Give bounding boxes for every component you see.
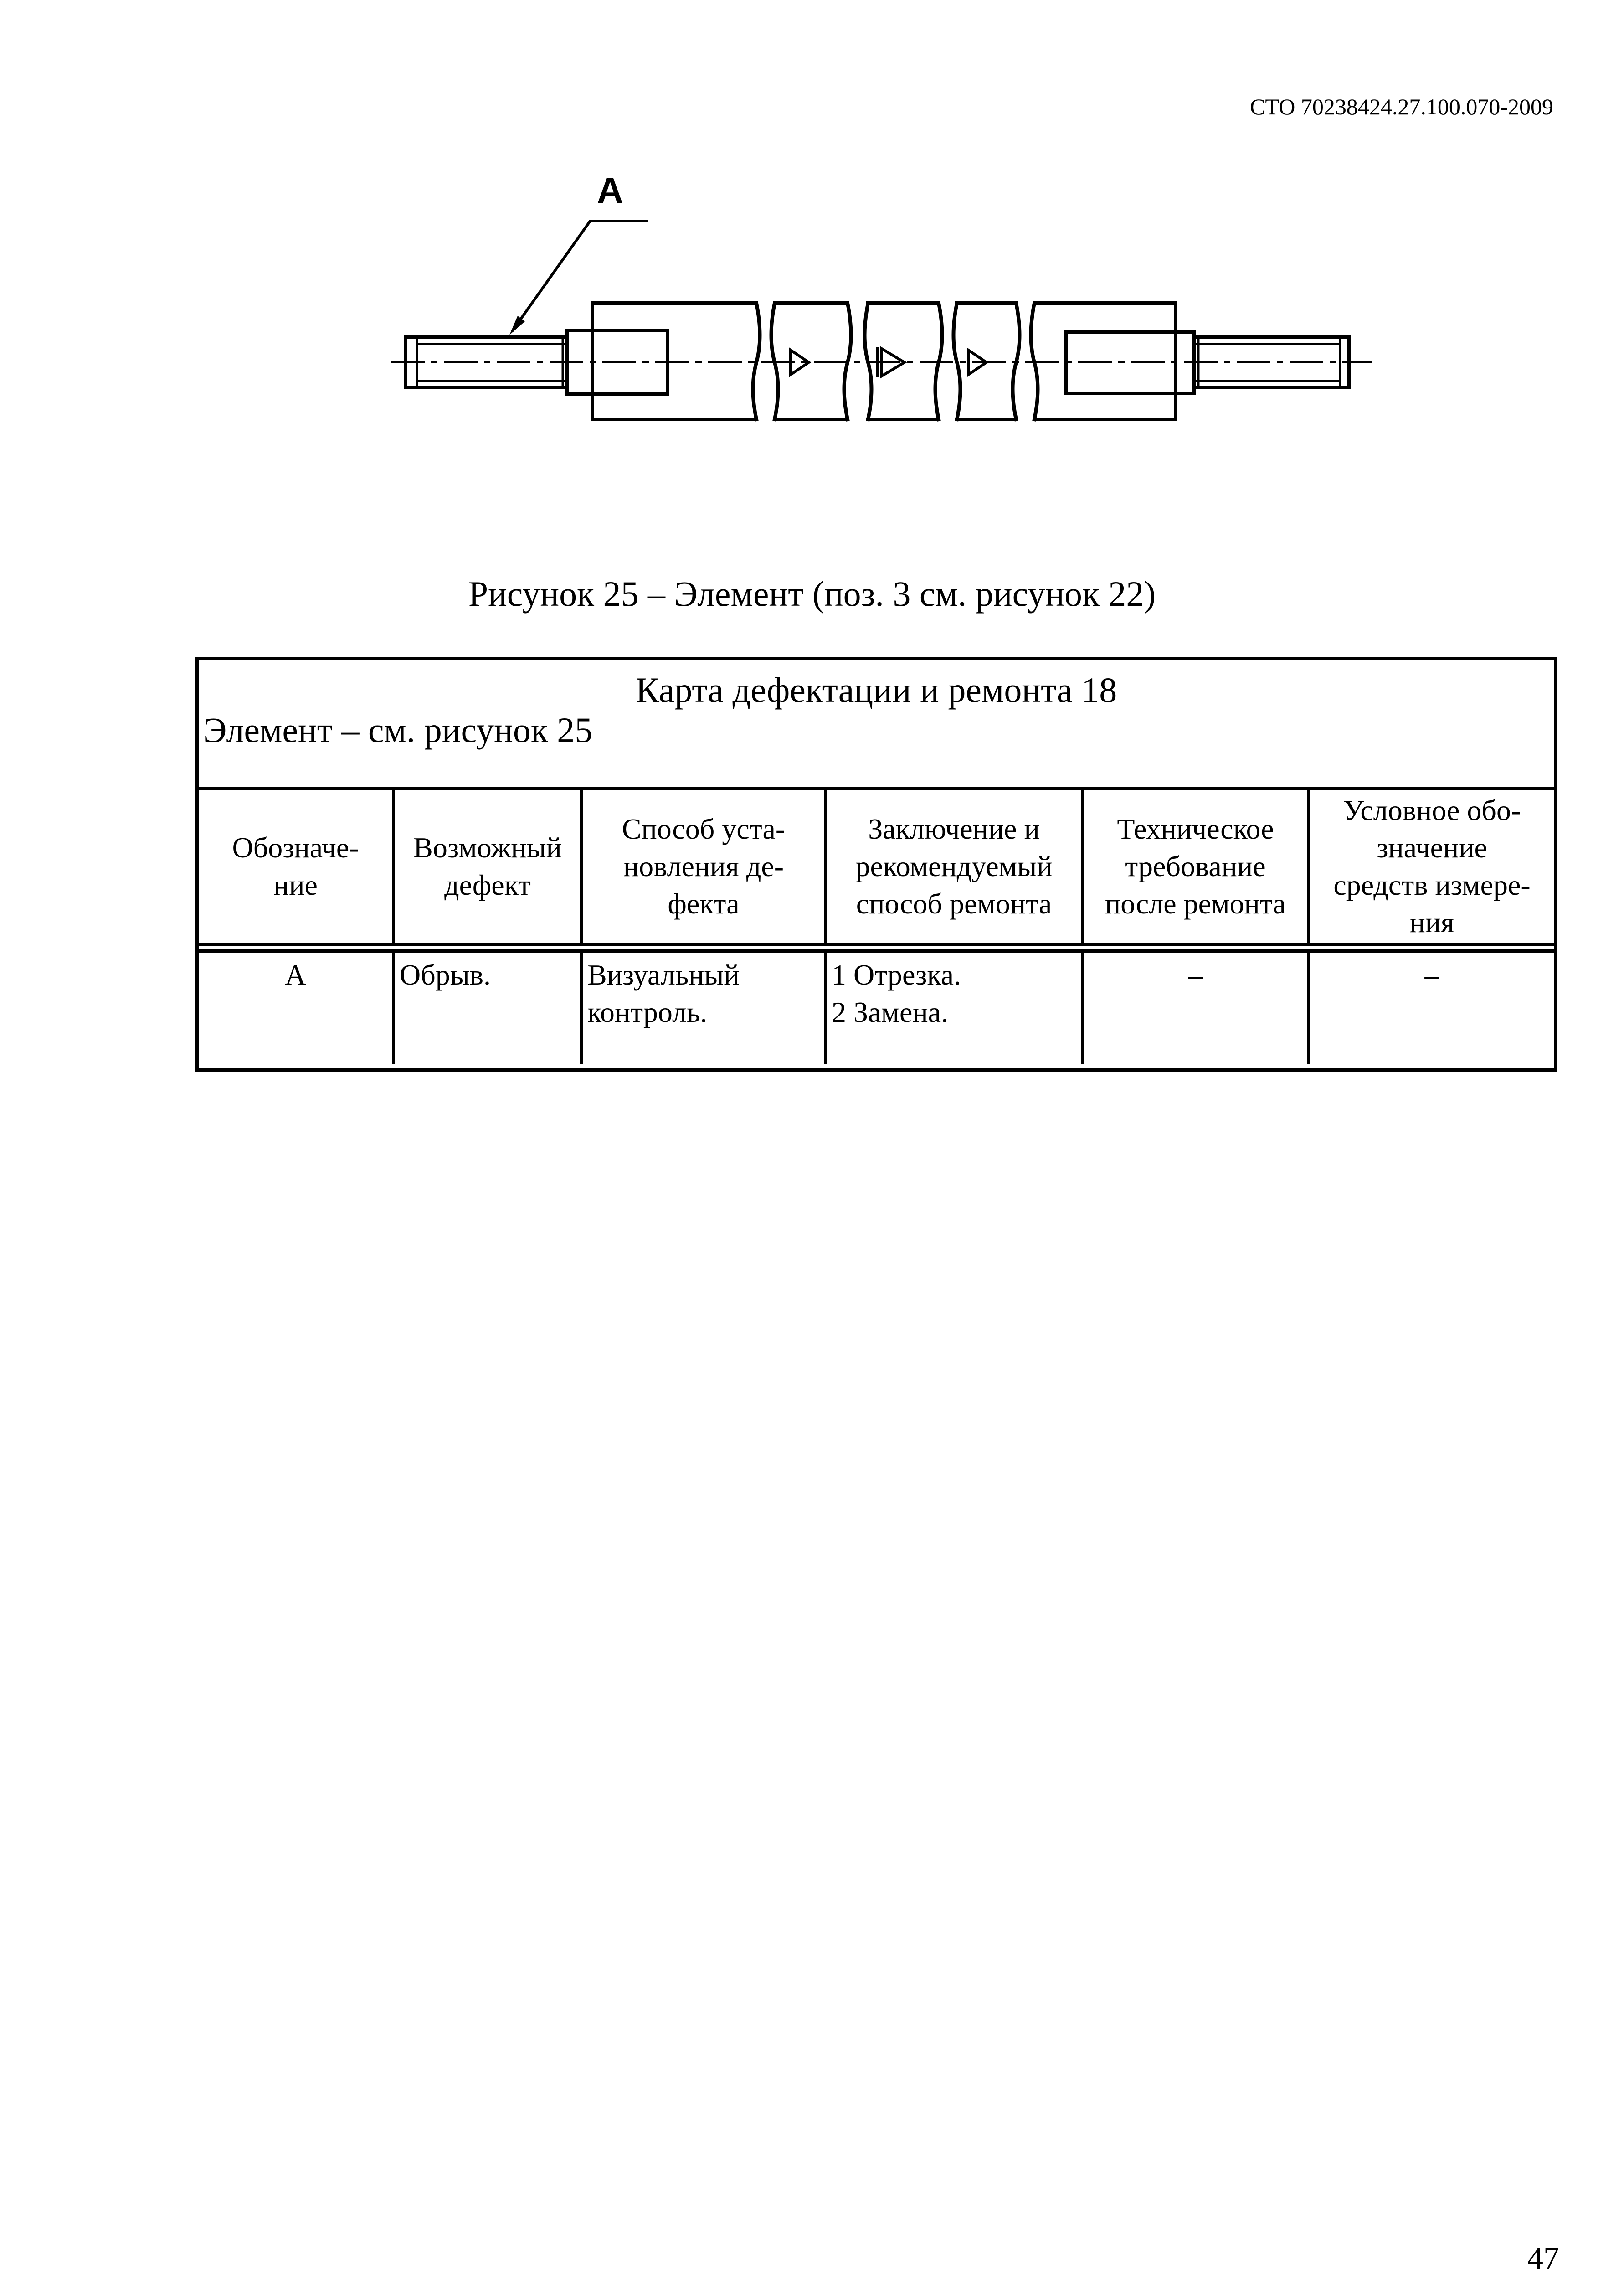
element-drawing	[0, 0, 1624, 479]
column-header-method: Способ уста- новления де- фекта	[581, 790, 826, 948]
cell-requirement: –	[1082, 948, 1309, 1064]
cell-defect: Обрыв.	[394, 948, 581, 1064]
table-row	[199, 948, 1554, 1064]
card-title: Карта дефектации и ремонта 18	[635, 670, 1117, 710]
card-header	[199, 660, 1554, 790]
cell-designation: А	[285, 959, 306, 991]
cell-conclusion: 1 Отрезка. 2 Замена.	[826, 948, 1082, 1064]
cell-method: Визуальный контроль.	[581, 948, 826, 1064]
defect-card	[195, 657, 1557, 1072]
card-subtitle: Элемент – см. рисунок 25	[203, 710, 593, 750]
cell-instruments: –	[1309, 948, 1554, 1064]
column-header-defect: Возможный дефект	[394, 790, 581, 948]
figure-caption: Рисунок 25 – Элемент (поз. 3 см. рисунок 22)	[468, 574, 1156, 614]
document-code: СТО 70238424.27.100.070-2009	[1250, 94, 1553, 119]
defect-table	[199, 790, 1554, 1064]
column-header-conclusion: Заключение и рекомендуемый способ ремонта	[826, 790, 1082, 948]
column-header-requirement: Техническое требование после ремонта	[1082, 790, 1309, 948]
table-header-row	[199, 790, 1554, 948]
column-header-instruments: Условное обо- значение средств измере- ния	[1309, 790, 1554, 948]
page-number: 47	[1527, 2241, 1559, 2276]
column-header-designation: Обозначе- ние	[199, 790, 394, 948]
callout-label: А	[597, 170, 623, 211]
